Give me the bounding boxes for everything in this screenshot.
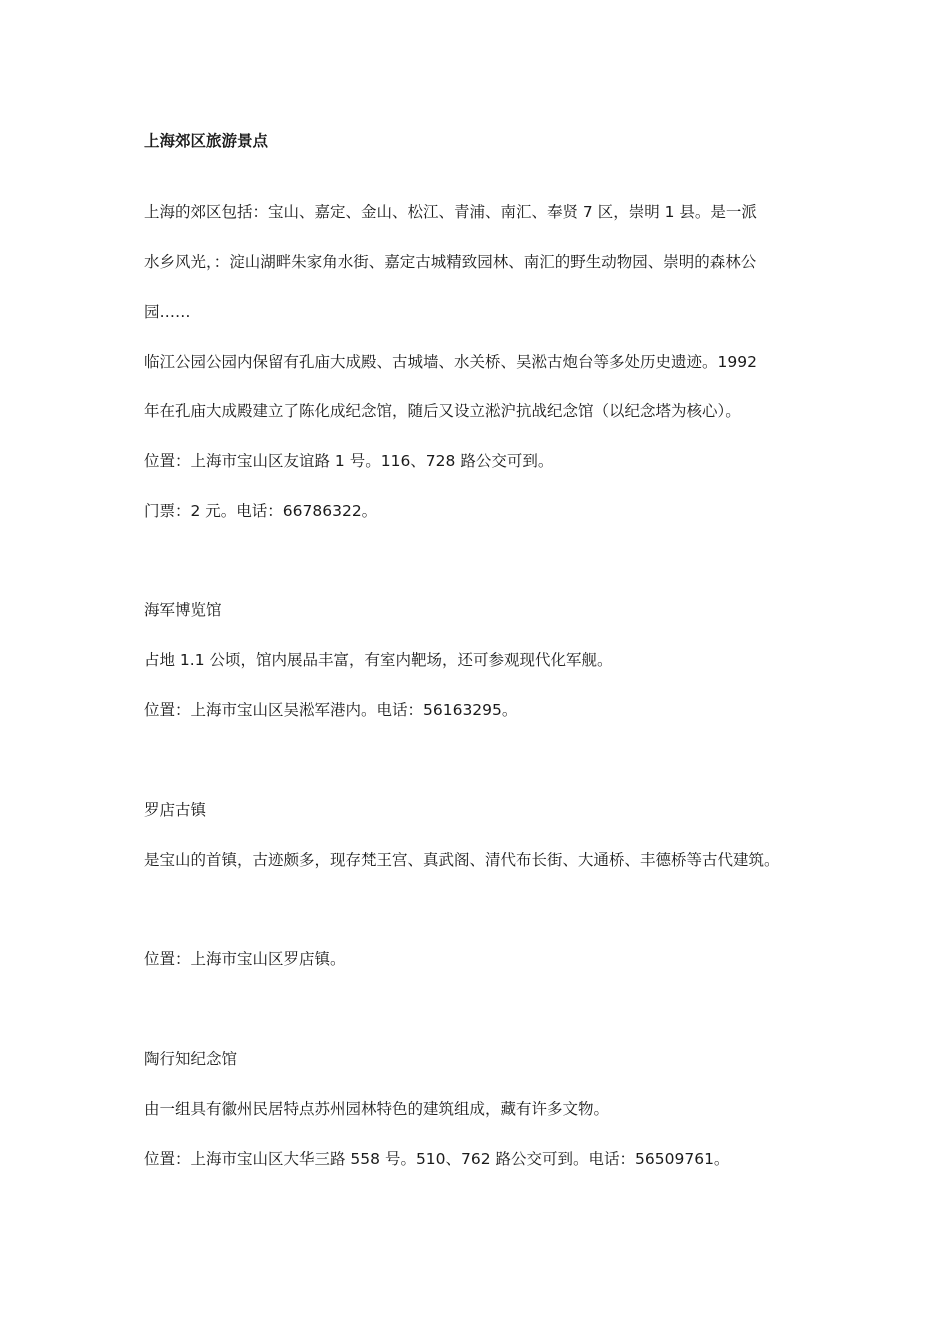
navy-museum-location: 位置：上海市宝山区吴淞军港内。电话：56163295。	[144, 701, 518, 719]
tao-xingzhi-heading: 陶行知纪念馆	[144, 1050, 238, 1068]
tao-xingzhi-location: 位置：上海市宝山区大华三路 558 号。510、762 路公交可到。电话：56509761。	[144, 1150, 730, 1168]
linjiang-desc-line-1: 临江公园公园内保留有孔庙大成殿、古城墙、水关桥、吴淞古炮台等多处历史遗迹。1992	[144, 353, 757, 371]
luodian-heading: 罗店古镇	[144, 801, 207, 819]
luodian-location: 位置：上海市宝山区罗店镇。	[144, 950, 346, 968]
linjiang-desc-line-2: 年在孔庙大成殿建立了陈化成纪念馆，随后又设立淞沪抗战纪念馆（以纪念塔为核心）。	[144, 402, 741, 420]
intro-line-3: 园……	[144, 303, 191, 321]
navy-museum-desc: 占地 1.1 公顷，馆内展品丰富，有室内靶场，还可参观现代化军舰。	[144, 651, 613, 669]
navy-museum-heading: 海军博览馆	[144, 601, 222, 619]
tao-xingzhi-desc: 由一组具有徽州民居特点苏州园林特色的建筑组成，藏有许多文物。	[144, 1100, 610, 1118]
linjiang-ticket: 门票：2 元。电话：66786322。	[144, 502, 378, 520]
intro-line-1: 上海的郊区包括：宝山、嘉定、金山、松江、青浦、南汇、奉贤 7 区，崇明 1 县。是一派	[144, 203, 757, 221]
linjiang-location: 位置：上海市宝山区友谊路 1 号。116、728 路公交可到。	[144, 452, 554, 470]
intro-line-2: 水乡风光，：淀山湖畔朱家角水街、嘉定古城精致园林、南汇的野生动物园、崇明的森林公	[144, 253, 757, 271]
luodian-desc: 是宝山的首镇，古迹颇多，现存梵王宫、真武阁、清代布长街、大通桥、丰德桥等古代建筑。	[144, 851, 780, 869]
document-title: 上海郊区旅游景点	[144, 132, 269, 150]
